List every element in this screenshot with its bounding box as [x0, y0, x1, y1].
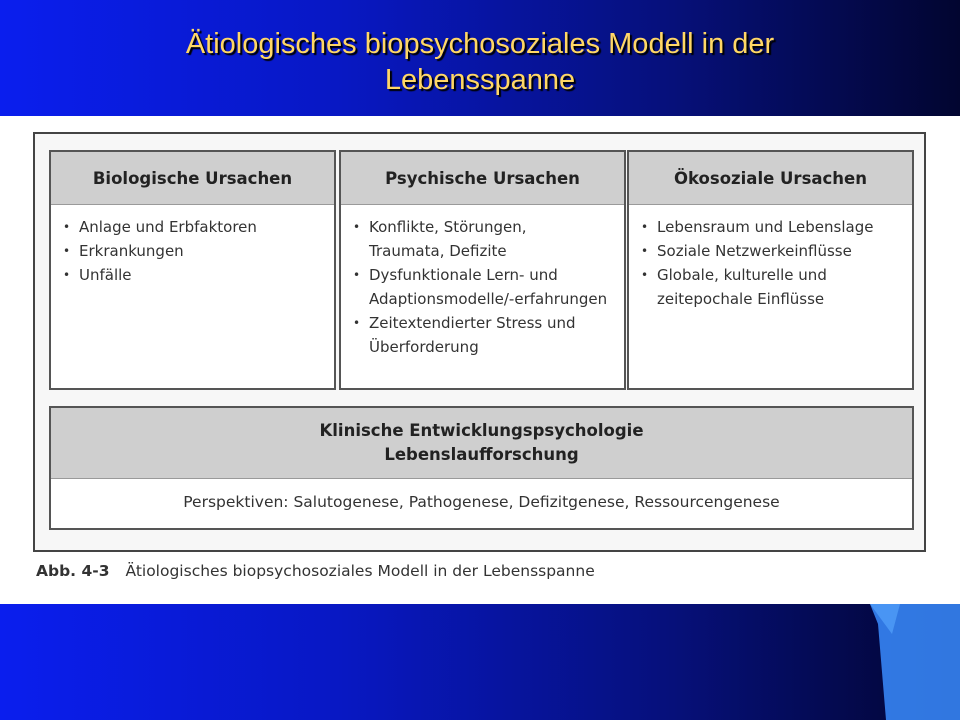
- box-oekosoziale-ursachen: [627, 150, 914, 390]
- bullet-icon: •: [641, 244, 649, 258]
- bullet-icon: •: [641, 220, 649, 234]
- list-item: • Zeitextendierter Stress und Überforderung: [369, 311, 618, 359]
- list-item: • Erkrankungen: [79, 239, 328, 263]
- bullet-list: [629, 205, 912, 311]
- slide-title: [0, 26, 960, 98]
- bullet-icon: •: [353, 220, 361, 234]
- heading-line-2: Lebenslaufforschung: [384, 445, 579, 464]
- box-heading: Psychische Ursachen: [341, 152, 624, 205]
- box-heading: Ökosoziale Ursachen: [629, 152, 912, 205]
- bullet-icon: •: [63, 268, 71, 282]
- box-biologische-ursachen: [49, 150, 336, 390]
- figure-caption: [36, 562, 595, 580]
- caption-text: Ätiologisches biopsychosoziales Modell in der Lebensspanne: [125, 562, 595, 580]
- box-heading: [51, 408, 912, 479]
- box-psychische-ursachen: [339, 150, 626, 390]
- bullet-icon: •: [63, 244, 71, 258]
- bullet-icon: •: [353, 268, 361, 282]
- list-item: • Anlage und Erbfaktoren: [79, 215, 328, 239]
- box-heading: Biologische Ursachen: [51, 152, 334, 205]
- figure-frame: [33, 132, 926, 552]
- caption-label: Abb. 4-3: [36, 562, 110, 580]
- list-item: • Globale, kulturelle und zeitepochale Einflüsse: [657, 263, 906, 311]
- slide-title-line-2: Lebensspanne: [384, 64, 576, 96]
- box-klinische-entwicklungspsychologie: [49, 406, 914, 530]
- bullet-icon: •: [641, 268, 649, 282]
- slide-title-line-1: Ätiologisches biopsychosoziales Modell in der: [185, 28, 775, 60]
- bullet-list: [341, 205, 624, 359]
- list-item: • Konflikte, Störungen, Traumata, Defizite: [369, 215, 618, 263]
- list-item: • Unfälle: [79, 263, 328, 287]
- list-item: • Lebensraum und Lebenslage: [657, 215, 906, 239]
- bullet-icon: •: [63, 220, 71, 234]
- perspectives-text: Perspektiven: Salutogenese, Pathogenese, Defizitgenese, Ressourcengenese: [183, 493, 780, 511]
- list-item: • Dysfunktionale Lern- und Adaptionsmodelle/-erfahrungen: [369, 263, 618, 311]
- scanned-figure: [0, 116, 960, 604]
- decorative-tab-shape: [870, 604, 960, 720]
- heading-line-1: Klinische Entwicklungspsychologie: [319, 421, 644, 440]
- bullet-icon: •: [353, 316, 361, 330]
- list-item: • Soziale Netzwerkeinflüsse: [657, 239, 906, 263]
- bullet-list: [51, 205, 334, 287]
